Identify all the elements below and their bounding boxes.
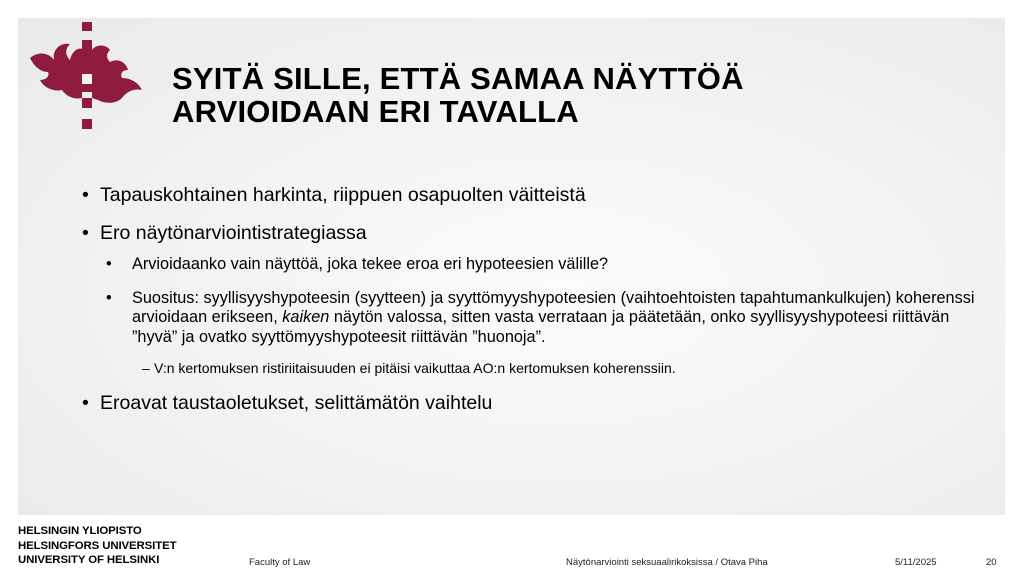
emphasis-text: kaiken [282,308,330,326]
wordmark-line-sv: HELSINGFORS UNIVERSITET [18,539,177,552]
sub-bullet-text-part-2: näytön valossa, sitten vasta verrataan ja päätetään, onko syyllisyyshypoteesi riittävän ”hyvä” ja ovatko syyttömyyshypoteesit riittävän ”huonoja”. [132,308,950,346]
title-line-2: ARVIOIDAAN ERI TAVALLA [172,94,579,129]
bullet-text: Ero näytönarviointistrategiassa [100,222,367,244]
wordmark-line-en: UNIVERSITY OF HELSINKI [18,554,160,566]
sub-bullet-text: Arvioidaanko vain näyttöä, joka tekee eroa eri hypoteesien välille? [132,255,609,273]
university-flame-logo-icon [26,20,146,132]
bullet-marker: • [106,255,112,273]
bullet-marker: • [82,222,89,244]
sub-sub-bullet-text: V:n kertomuksen ristiriitaisuuden ei pitäisi vaikuttaa AO:n kertomuksen koherenssiin. [154,360,676,376]
university-wordmark [18,524,176,568]
footer-date: 5/11/2025 [895,557,937,568]
footer-page-number: 20 [986,557,997,568]
footer-faculty: Faculty of Law [249,557,311,568]
bullet-marker: • [82,184,89,206]
slide-title [172,62,972,128]
bullet-text: Tapauskohtainen harkinta, riippuen osapuolten väitteistä [100,184,586,206]
sub-sub-bullet-item [74,359,979,377]
footer-presentation-title: Näytönarviointi seksuaalirikoksissa / Otava Piha [566,557,768,568]
dash-marker: – [142,360,150,376]
sub-bullet-item [74,289,979,348]
sub-bullet-text-part-1: Suositus: syyllisyyshypoteesin (syytteen) ja syyttömyyshypoteesien (vaihtoehtoisten tapahtumankulkujen) koherenssi arvioidaan erikseen, [132,288,975,326]
title-line-1: SYITÄ SILLE, ETTÄ SAMAA NÄYTTÖÄ [172,61,744,96]
bullet-item [74,391,979,415]
bullet-item [74,183,979,207]
bullet-text: Eroavat taustaoletukset, selittämätön vaihtelu [100,392,493,414]
sub-bullet-item [74,255,979,275]
wordmark-line-fi: HELSINGIN YLIOPISTO [18,525,142,537]
bullet-marker: • [106,288,112,307]
slide-content [74,183,979,429]
bullet-marker: • [82,392,89,414]
bullet-item [74,221,979,245]
